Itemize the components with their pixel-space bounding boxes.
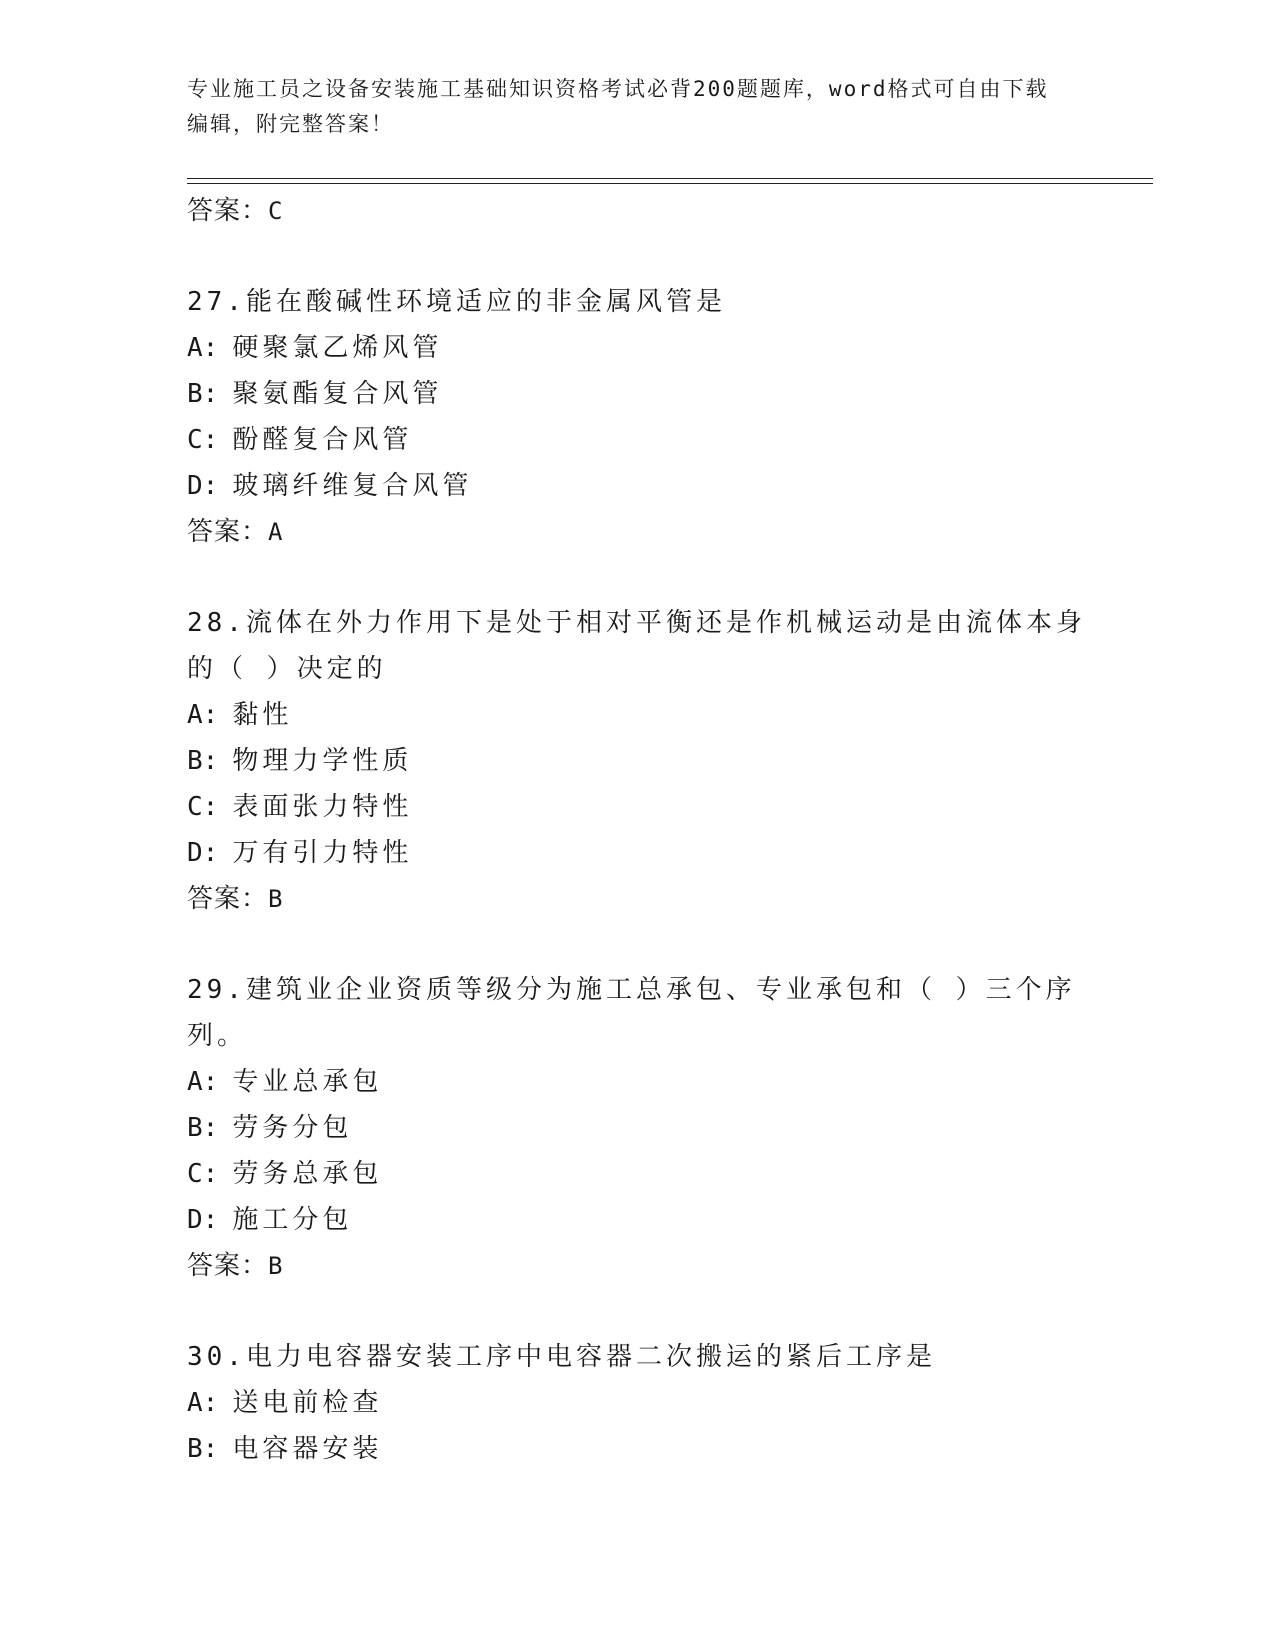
option-text: 电容器安装 [232,1434,383,1464]
answer-label: 答案： [187,196,269,226]
option-text: 施工分包 [232,1205,353,1235]
header-divider-top [187,178,1153,179]
option-text: 专业总承包 [232,1067,383,1097]
answer-line [187,876,1087,922]
option-text: 硬聚氯乙烯风管 [232,333,443,363]
answer-line [187,509,1087,555]
question-stem: 30.电力电容器安装工序中电容器二次搬运的紧后工序是 [187,1342,936,1372]
option-key: D: [187,838,219,868]
option-text: 酚醛复合风管 [232,425,413,455]
option-key: A: [187,333,219,363]
option-row [187,1197,1087,1243]
option-key: A: [187,700,219,730]
option-key: B: [187,746,219,776]
answer-value: A [268,518,284,546]
option-key: C: [187,1159,219,1189]
question-block [187,967,1087,1289]
leading-answer [187,188,1087,234]
option-key: A: [187,1067,219,1097]
option-row [187,784,1087,830]
option-key: A: [187,1388,219,1418]
header-divider-bottom [187,183,1153,184]
option-row [187,371,1087,417]
option-text: 劳务总承包 [232,1159,383,1189]
option-key: B: [187,1113,219,1143]
option-text: 送电前检查 [232,1388,383,1418]
questions-container [187,279,1087,1472]
answer-value: B [268,885,284,913]
answer-label: 答案： [187,884,269,914]
question-block [187,600,1087,922]
option-row [187,1426,1087,1472]
option-text: 玻璃纤维复合风管 [232,471,473,501]
option-row [187,325,1087,371]
answer-line [187,1243,1087,1289]
option-row [187,1105,1087,1151]
option-row [187,417,1087,463]
option-row [187,738,1087,784]
option-row [187,830,1087,876]
option-text: 万有引力特性 [232,838,413,868]
option-key: C: [187,792,219,822]
option-text: 聚氨酯复合风管 [232,379,443,409]
option-row [187,1059,1087,1105]
answer-value: C [268,197,284,225]
option-text: 物理力学性质 [232,746,413,776]
option-text: 劳务分包 [232,1113,353,1143]
option-key: B: [187,1434,219,1464]
option-key: C: [187,425,219,455]
option-key: D: [187,1205,219,1235]
option-text: 表面张力特性 [232,792,413,822]
question-block [187,1334,1087,1472]
question-stem: 27.能在酸碱性环境适应的非金属风管是 [187,287,726,317]
question-stem: 28.流体在外力作用下是处于相对平衡还是作机械运动是由流体本身的（ ）决定的 [187,608,1086,684]
option-text: 黏性 [232,700,293,730]
document-header: 专业施工员之设备安装施工基础知识资格考试必背200题题库，word格式可自由下载编辑，附完整答案！ [187,77,1049,136]
option-row [187,1380,1087,1426]
option-row [187,1151,1087,1197]
question-block [187,279,1087,555]
answer-label: 答案： [187,1251,269,1281]
option-row [187,692,1087,738]
answer-value: B [268,1252,284,1280]
question-stem: 29.建筑业企业资质等级分为施工总承包、专业承包和（ ）三个序列。 [187,975,1076,1051]
option-key: D: [187,471,219,501]
question-list [187,188,1087,1472]
option-key: B: [187,379,219,409]
answer-label: 答案： [187,517,269,547]
option-row [187,463,1087,509]
